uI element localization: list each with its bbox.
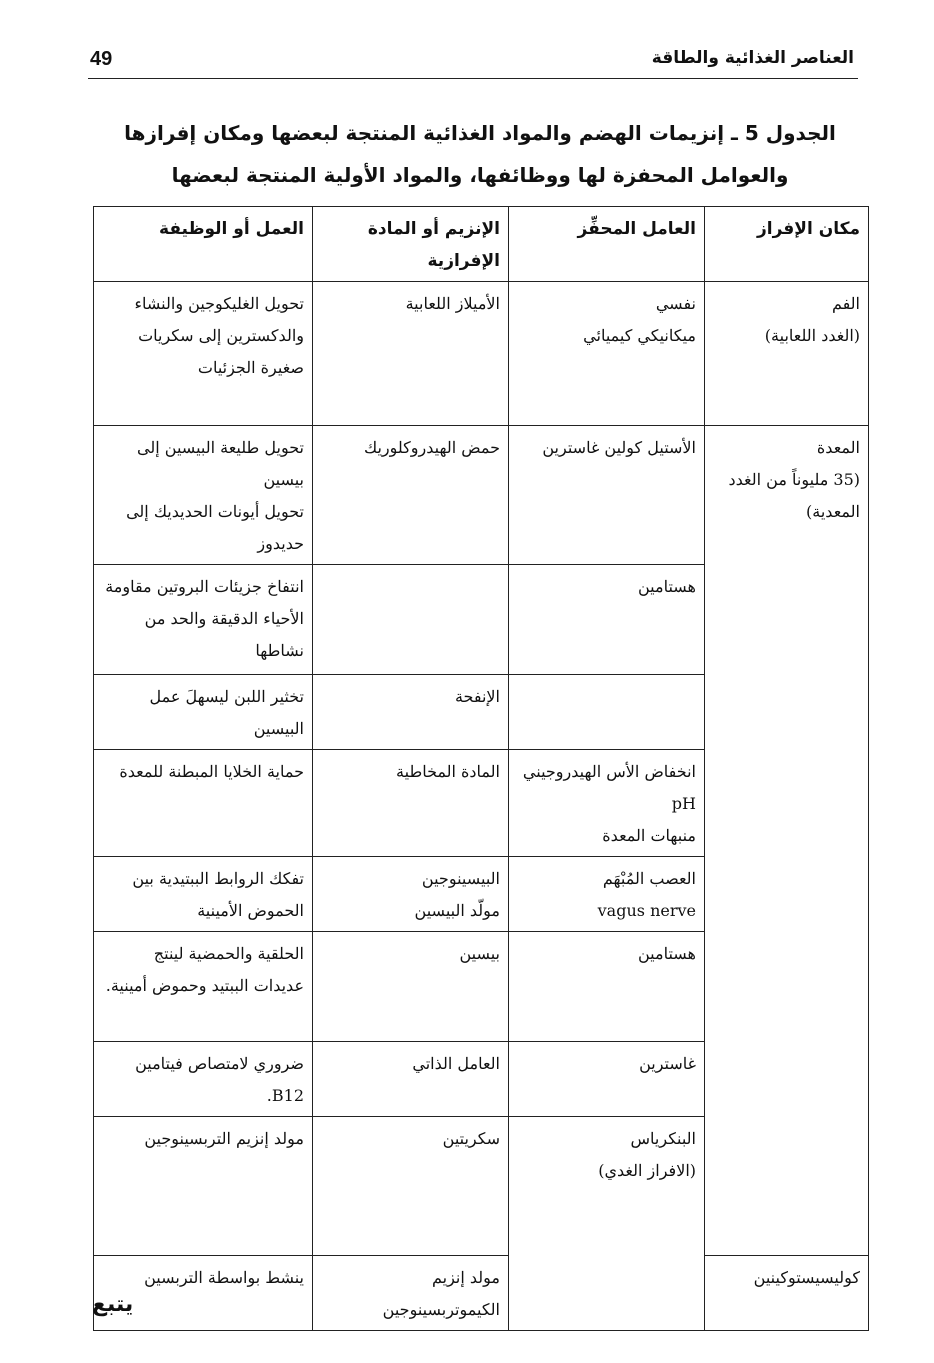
function-cell: الحلقية والحمضية لينتج عديدات الببتيد وحموض أمينية. (94, 932, 313, 1042)
header-enzyme: الإنزيم أو المادة الإفرازية (313, 207, 509, 282)
stimulus-cell: هستامين (509, 565, 705, 675)
table-caption (95, 112, 865, 196)
stimulus-cell (509, 675, 705, 750)
stimulus-cell: كوليسيستوكينين (705, 1256, 869, 1331)
enzyme-cell: حمض الهيدروكلوريك (313, 426, 509, 565)
table-row (94, 282, 869, 426)
site-cell: المعدة (35 مليوناً من الغدد المعدية) (705, 426, 869, 1256)
caption-line-2: والعوامل المحفزة لها ووظائفها، والمواد الأولية المنتجة لبعضها (171, 163, 789, 187)
stimulus-cell: العصب المُبْهَم vagus nerve (509, 857, 705, 932)
stimulus-cell: نفسي ميكانيكي كيميائي (509, 282, 705, 426)
function-cell: تخثير اللبن ليسهلَ عمل البيسين (94, 675, 313, 750)
header-stimulus: العامل المحفِّز (509, 207, 705, 282)
enzyme-cell: مولد إنزيم الكيموتربسينوجين (313, 1256, 509, 1331)
function-cell: تحويل الغليكوجين والنشاء والدكسترين إلى سكريات صغيرة الجزئيات (94, 282, 313, 426)
enzyme-cell: بيسين (313, 932, 509, 1042)
stimulus-cell: غاسترين (509, 1042, 705, 1117)
enzyme-cell (313, 565, 509, 675)
function-cell: انتفاخ جزيئات البروتين مقاومة الأحياء الدقيقة والحد من نشاطها (94, 565, 313, 675)
stimulus-cell: هستامين (509, 932, 705, 1042)
function-cell: ضروري لامتصاص فيتامين B12. (94, 1042, 313, 1117)
table-row (94, 426, 869, 565)
site-cell: البنكرياس (الافراز الغدي) (509, 1117, 705, 1331)
stimulus-cell: سكريتين (313, 1117, 509, 1256)
page-header (88, 44, 858, 79)
header-site: مكان الإفراز (705, 207, 869, 282)
site-cell: الفم (الغدد اللعابية) (705, 282, 869, 426)
function-cell: حماية الخلايا المبطنة للمعدة (94, 750, 313, 857)
caption-line-1: الجدول 5 ـ إنزيمات الهضم والمواد الغذائية المنتجة لبعضها ومكان إفرازها (124, 121, 836, 145)
header-function: العمل أو الوظيفة (94, 207, 313, 282)
enzyme-cell: العامل الذاتي (313, 1042, 509, 1117)
enzyme-cell: الأميلاز اللعابية (313, 282, 509, 426)
stimulus-cell: انخفاض الأس الهيدروجيني pH منبهات المعدة (509, 750, 705, 857)
function-cell: تفكك الروابط الببتيدية بين الحموض الأمينية (94, 857, 313, 932)
enzyme-cell: البيسينوجين مولّد البيسين (313, 857, 509, 932)
function-cell: ينشط بواسطة التربسين (94, 1256, 313, 1331)
continued-label: يتبع (92, 1292, 134, 1317)
table-header-row (94, 207, 869, 282)
enzyme-cell: المادة المخاطية (313, 750, 509, 857)
table-row (94, 1256, 869, 1331)
function-cell: تحويل طليعة البيسين إلى بيسين تحويل أيونات الحديديك إلى حديدوز (94, 426, 313, 565)
enzyme-cell: مولد إنزيم التربسينوجين (94, 1117, 313, 1256)
page-number: 49 (90, 48, 113, 70)
stimulus-cell: الأستيل كولين غاسترين (509, 426, 705, 565)
enzymes-table (93, 206, 869, 1331)
running-title: العناصر الغذائية والطاقة (651, 48, 854, 68)
enzyme-cell: الإنفحة (313, 675, 509, 750)
